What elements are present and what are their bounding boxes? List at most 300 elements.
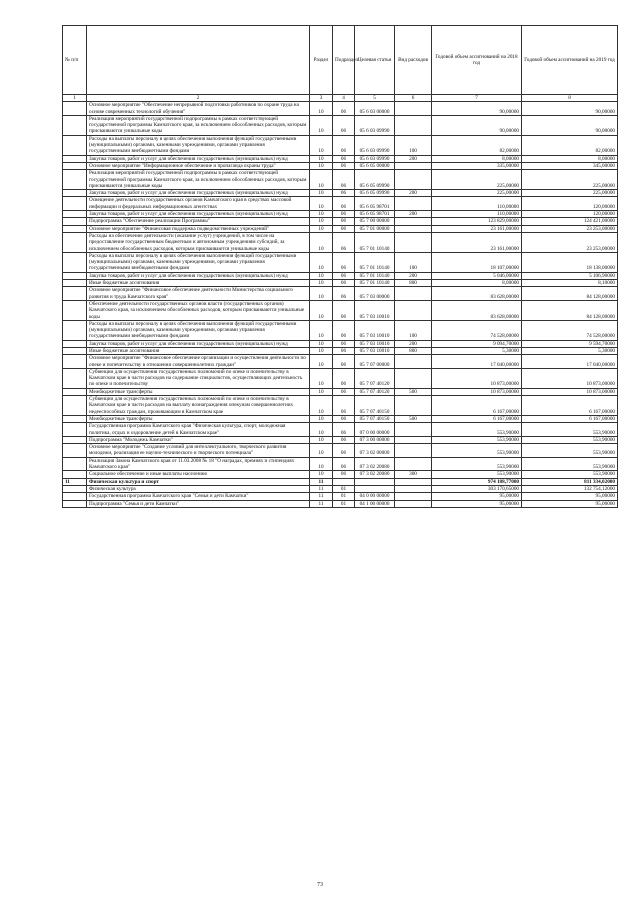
row-amount-2019: 10 873,00000	[522, 368, 618, 388]
row-subsection: 01	[333, 485, 355, 492]
row-subsection: 06	[333, 280, 355, 287]
row-num	[63, 115, 87, 135]
row-exptype	[395, 423, 432, 437]
header-num: № п/п	[63, 26, 87, 95]
row-target: 05 7 01 10140	[355, 272, 395, 279]
table-row	[63, 300, 618, 320]
row-target: 05 6 05 00000	[355, 162, 395, 169]
table-row	[63, 436, 618, 443]
row-target: 05 7 07 40150	[355, 415, 395, 422]
row-target: 05 6 05 98701	[355, 197, 395, 211]
row-subsection: 06	[333, 232, 355, 252]
row-subsection: 06	[333, 115, 355, 135]
row-section: 10	[310, 218, 333, 225]
row-target: 05 6 03 09990	[355, 155, 395, 162]
table-row	[63, 355, 618, 369]
row-amount-2018: 553,90000	[432, 457, 522, 471]
row-exptype	[395, 396, 432, 416]
row-amount-2019: 9 594,70000	[522, 340, 618, 347]
row-name: Расходы на выплаты персоналу в целях обеспечения выполнения функций государственными (муниципальными) органами, казенными учреждениями, органами управления государственными внебюджетными фондами	[87, 252, 310, 272]
table-row	[63, 272, 618, 279]
row-num	[63, 347, 87, 354]
row-exptype: 200	[395, 211, 432, 218]
table-row	[63, 155, 618, 162]
budget-document	[62, 25, 617, 508]
row-subsection: 06	[333, 272, 355, 279]
row-name: Основное мероприятие "Финансовое обеспечение организации и осуществления деятельности по опеке и попечительству в отношении совершеннолетних граждан"	[87, 355, 310, 369]
header-2018: Годовой объем ассигнований на 2018 год	[432, 26, 522, 95]
column-number-row	[63, 95, 618, 102]
table-row	[63, 287, 618, 301]
row-amount-2018: 23 161,00000	[432, 225, 522, 232]
row-amount-2019: 553,90000	[522, 423, 618, 437]
row-section: 10	[310, 396, 333, 416]
colnum-7: 7	[432, 95, 522, 102]
table-row	[63, 280, 618, 287]
row-section: 10	[310, 272, 333, 279]
row-amount-2019: 553,90000	[522, 436, 618, 443]
row-section: 11	[310, 500, 333, 507]
row-amount-2019: 95,00000	[522, 500, 618, 507]
row-num	[63, 135, 87, 155]
row-amount-2019: 82,00000	[522, 135, 618, 155]
row-num	[63, 500, 87, 507]
row-target: 07 3 02 20080	[355, 471, 395, 478]
row-amount-2018: 18 107,00000	[432, 252, 522, 272]
row-amount-2019: 225,00000	[522, 190, 618, 197]
row-subsection: 06	[333, 287, 355, 301]
colnum-8: 8	[522, 95, 618, 102]
row-target: 05 6 05 09990	[355, 190, 395, 197]
row-target: 04 1 00 00000	[355, 500, 395, 507]
row-amount-2018: 110,00000	[432, 197, 522, 211]
row-subsection	[333, 478, 355, 485]
row-name: Социальное обеспечение и иные выплаты населению	[87, 471, 310, 478]
row-amount-2018: 553,90000	[432, 471, 522, 478]
row-section: 10	[310, 471, 333, 478]
table-row	[63, 388, 618, 395]
row-name: Обеспечение деятельности государственных органов власти (государственных органов) Камчатского края, за исключением обособленных расходов, которым присваиваются уникальные коды	[87, 300, 310, 320]
table-row	[63, 102, 618, 116]
row-section: 10	[310, 162, 333, 169]
row-exptype: 800	[395, 347, 432, 354]
row-name: Закупка товаров, работ и услуг для обеспечения государственных (муниципальных) нужд	[87, 272, 310, 279]
row-amount-2018: 83 628,00000	[432, 287, 522, 301]
row-target: 05 6 05 09990	[355, 170, 395, 190]
row-amount-2018: 83 628,00000	[432, 300, 522, 320]
row-exptype: 300	[395, 471, 432, 478]
row-amount-2018: 10 873,00000	[432, 388, 522, 395]
row-amount-2018: 90,00000	[432, 115, 522, 135]
row-amount-2018: 17 040,00000	[432, 355, 522, 369]
row-exptype	[395, 300, 432, 320]
row-section: 10	[310, 280, 333, 287]
row-section: 10	[310, 423, 333, 437]
row-section: 10	[310, 436, 333, 443]
row-num: 11	[63, 478, 87, 485]
table-row	[63, 218, 618, 225]
row-section: 11	[310, 493, 333, 500]
row-target: 05 7 07 00000	[355, 355, 395, 369]
table-row	[63, 415, 618, 422]
row-target: 05 7 01 10140	[355, 232, 395, 252]
row-exptype: 800	[395, 280, 432, 287]
row-section: 10	[310, 135, 333, 155]
row-exptype: 200	[395, 190, 432, 197]
row-exptype	[395, 444, 432, 458]
row-num	[63, 252, 87, 272]
row-subsection: 06	[333, 320, 355, 340]
row-section: 11	[310, 485, 333, 492]
row-subsection: 06	[333, 444, 355, 458]
row-name: Подпрограмма "Обеспечение реализации Программы"	[87, 218, 310, 225]
row-amount-2018: 110,00000	[432, 211, 522, 218]
row-name: Освещение деятельности государственных органов Камчатского края в средствах массовой информации и федеральных информационных агентствах	[87, 197, 310, 211]
table-row	[63, 232, 618, 252]
row-num	[63, 355, 87, 369]
row-name: Расходы на выплаты персоналу в целях обеспечения выполнения функций государственными (муниципальными) органами, казенными учреждениями, органами управления государственными внебюджетными фондами	[87, 320, 310, 340]
row-num	[63, 211, 87, 218]
row-exptype: 200	[395, 272, 432, 279]
row-exptype	[395, 232, 432, 252]
header-section: Раздел	[310, 26, 333, 95]
row-name: Реализация мероприятий государственной подпрограммы в рамках соответствующей государственной программы Камчатского края, за исключением обособленных расходов, которым присваиваются уникальные коды	[87, 115, 310, 135]
row-section: 10	[310, 232, 333, 252]
row-section: 10	[310, 300, 333, 320]
row-amount-2018: 553,90000	[432, 436, 522, 443]
row-amount-2018: 225,00000	[432, 190, 522, 197]
row-amount-2019: 8,00000	[522, 155, 618, 162]
table-row	[63, 197, 618, 211]
table-row	[63, 444, 618, 458]
row-num	[63, 444, 87, 458]
row-num	[63, 423, 87, 437]
row-name: Межбюджетные трансферты	[87, 415, 310, 422]
header-row	[63, 26, 618, 95]
budget-table	[62, 25, 618, 508]
colnum-6: 6	[395, 95, 432, 102]
row-subsection: 06	[333, 368, 355, 388]
row-num	[63, 457, 87, 471]
header-name	[87, 26, 310, 95]
header-exptype: Вид расходов	[395, 26, 432, 95]
row-amount-2018: 553,90000	[432, 444, 522, 458]
row-num	[63, 415, 87, 422]
row-num	[63, 436, 87, 443]
colnum-3: 3	[310, 95, 333, 102]
row-amount-2019: 811 334,02000	[522, 478, 618, 485]
table-body	[63, 102, 618, 508]
row-amount-2018: 123 829,00000	[432, 218, 522, 225]
row-name: Основное мероприятие "Обеспечение непрерывной подготовки работников по охране труда на основе современных технологий обучения"	[87, 102, 310, 116]
table-row	[63, 423, 618, 437]
row-amount-2019: 225,00000	[522, 170, 618, 190]
row-exptype: 100	[395, 252, 432, 272]
row-num	[63, 396, 87, 416]
row-amount-2019: 6 167,00000	[522, 396, 618, 416]
colnum-1: 1	[63, 95, 87, 102]
row-target: 05 6 03 00000	[355, 102, 395, 116]
row-section: 10	[310, 115, 333, 135]
row-num	[63, 232, 87, 252]
row-subsection: 06	[333, 423, 355, 437]
row-amount-2019: 17 040,00000	[522, 355, 618, 369]
row-section: 10	[310, 170, 333, 190]
row-amount-2018: 9 094,70000	[432, 340, 522, 347]
row-amount-2018: 82,00000	[432, 135, 522, 155]
row-amount-2018: 23 161,00000	[432, 232, 522, 252]
row-num	[63, 225, 87, 232]
row-subsection: 06	[333, 102, 355, 116]
row-exptype	[395, 485, 432, 492]
row-target: 05 6 03 09990	[355, 135, 395, 155]
row-exptype	[395, 102, 432, 116]
row-name: Закупка товаров, работ и услуг для обеспечения государственных (муниципальных) нужд	[87, 211, 310, 218]
row-section: 10	[310, 340, 333, 347]
row-section: 10	[310, 444, 333, 458]
row-amount-2019: 8,10000	[522, 280, 618, 287]
table-row	[63, 493, 618, 500]
row-section: 10	[310, 252, 333, 272]
row-target: 07 3 00 00000	[355, 436, 395, 443]
row-subsection: 06	[333, 225, 355, 232]
row-num	[63, 272, 87, 279]
row-num	[63, 471, 87, 478]
table-row	[63, 252, 618, 272]
row-target: 05 7 03 10010	[355, 300, 395, 320]
row-name: Иные бюджетные ассигнования	[87, 280, 310, 287]
row-subsection: 06	[333, 340, 355, 347]
row-exptype	[395, 197, 432, 211]
row-name: Реализация мероприятий государственной подпрограммы в рамках соответствующей государственной программы Камчатского края, за исключением обособленных расходов, которым присваиваются уникальные коды	[87, 170, 310, 190]
row-amount-2018: 5 046,00000	[432, 272, 522, 279]
row-subsection: 06	[333, 396, 355, 416]
colnum-4: 4	[333, 95, 355, 102]
table-row	[63, 115, 618, 135]
row-amount-2018: 553,90000	[432, 423, 522, 437]
row-section: 11	[310, 478, 333, 485]
row-num	[63, 493, 87, 500]
row-num	[63, 155, 87, 162]
row-target: 07 0 00 00000	[355, 423, 395, 437]
row-target	[355, 485, 395, 492]
row-num	[63, 190, 87, 197]
row-num	[63, 170, 87, 190]
row-target: 05 7 01 00000	[355, 225, 395, 232]
row-exptype	[395, 287, 432, 301]
row-section: 10	[310, 355, 333, 369]
row-subsection: 06	[333, 197, 355, 211]
table-row	[63, 320, 618, 340]
row-section: 10	[310, 388, 333, 395]
row-num	[63, 162, 87, 169]
row-exptype	[395, 225, 432, 232]
row-name: Межбюджетные трансферты	[87, 388, 310, 395]
row-amount-2019: 5,30000	[522, 347, 618, 354]
row-amount-2019: 120,00000	[522, 211, 618, 218]
row-amount-2019: 84 128,00000	[522, 287, 618, 301]
row-name: Основное мероприятие "Финансовое обеспечение деятельности Министерства социального развития и труда Камчатского края"	[87, 287, 310, 301]
row-target: 05 6 03 09990	[355, 115, 395, 135]
row-exptype: 500	[395, 388, 432, 395]
row-target: 07 3 02 20080	[355, 457, 395, 471]
row-name: Государственная программа Камчатского края "Физическая культура, спорт, молодежная политика, отдых и оздоровление детей в Камчатском крае"	[87, 423, 310, 437]
row-exptype	[395, 218, 432, 225]
table-row	[63, 225, 618, 232]
row-amount-2019: 553,90000	[522, 471, 618, 478]
row-target: 05 7 03 10010	[355, 320, 395, 340]
row-amount-2018: 974 188,77000	[432, 478, 522, 485]
row-section: 10	[310, 415, 333, 422]
row-section: 10	[310, 457, 333, 471]
row-exptype: 500	[395, 415, 432, 422]
row-target: 05 7 07 40120	[355, 388, 395, 395]
row-exptype	[395, 436, 432, 443]
row-subsection: 06	[333, 135, 355, 155]
table-row	[63, 485, 618, 492]
header-target: Целевая статья	[355, 26, 395, 95]
row-num	[63, 102, 87, 116]
row-name: Государственная программа Камчатского края "Семья и дети Камчатки"	[87, 493, 310, 500]
table-row	[63, 211, 618, 218]
table-row	[63, 170, 618, 190]
table-row	[63, 396, 618, 416]
row-target: 05 7 01 10140	[355, 252, 395, 272]
row-name: Расходы на обеспечение деятельности (оказание услуг) учреждений, в том числе на предоставление государственным бюджетным и автономным учреждениям субсидий, за исключением обособленных расходов, которым присваиваются уникальные коды	[87, 232, 310, 252]
row-target: 04 0 00 00000	[355, 493, 395, 500]
row-amount-2018: 95,00000	[432, 500, 522, 507]
row-amount-2019: 90,00000	[522, 115, 618, 135]
row-name: Закупка товаров, работ и услуг для обеспечения государственных (муниципальных) нужд	[87, 155, 310, 162]
row-section: 10	[310, 190, 333, 197]
row-exptype	[395, 368, 432, 388]
row-subsection: 06	[333, 155, 355, 162]
row-amount-2018: 74 528,00000	[432, 320, 522, 340]
row-subsection: 06	[333, 170, 355, 190]
header-2019: Годовой объем ассигнований на 2019 год	[522, 26, 618, 95]
row-target: 05 7 03 10010	[355, 347, 395, 354]
row-amount-2019: 6 167,00000	[522, 415, 618, 422]
row-subsection: 06	[333, 471, 355, 478]
row-subsection: 06	[333, 190, 355, 197]
row-amount-2018: 8,00000	[432, 280, 522, 287]
row-name: Реализация Закона Камчатского края от 11.03.2008 № 18 "О наградах, премиях и стипендиях Камчатского края"	[87, 457, 310, 471]
row-num	[63, 340, 87, 347]
row-subsection: 06	[333, 218, 355, 225]
row-section: 10	[310, 155, 333, 162]
row-section: 10	[310, 320, 333, 340]
row-amount-2018: 5,30000	[432, 347, 522, 354]
page-number: 73	[317, 882, 323, 888]
row-name: Физическая культура	[87, 485, 310, 492]
row-name: Закупка товаров, работ и услуг для обеспечения государственных (муниципальных) нужд	[87, 340, 310, 347]
row-target: 05 7 01 10140	[355, 280, 395, 287]
row-subsection: 06	[333, 457, 355, 471]
row-num	[63, 300, 87, 320]
row-target: 05 7 07 40150	[355, 396, 395, 416]
row-subsection: 06	[333, 211, 355, 218]
row-amount-2018: 303 170,65000	[432, 485, 522, 492]
row-name: Субвенции для осуществления государственных полномочий по опеке и попечительству в Камчатском крае в части расходов на содержание специалистов, осуществляющих деятельность по опеке и попечительству	[87, 368, 310, 388]
table-row	[63, 471, 618, 478]
table-row	[63, 190, 618, 197]
row-amount-2018: 10 873,00000	[432, 368, 522, 388]
table-row	[63, 347, 618, 354]
table-row	[63, 368, 618, 388]
row-name: Подпрограмма "Семья и дети Камчатки"	[87, 500, 310, 507]
row-amount-2019: 74 528,00000	[522, 320, 618, 340]
row-num	[63, 287, 87, 301]
row-exptype	[395, 500, 432, 507]
row-target: 07 3 02 00000	[355, 444, 395, 458]
row-amount-2019: 132 754,12000	[522, 485, 618, 492]
row-subsection: 06	[333, 436, 355, 443]
row-name: Подпрограмма "Молодежь Камчатки"	[87, 436, 310, 443]
row-name: Закупка товаров, работ и услуг для обеспечения государственных (муниципальных) нужд	[87, 190, 310, 197]
row-target: 05 7 00 00000	[355, 218, 395, 225]
colnum-5: 5	[355, 95, 395, 102]
row-section: 10	[310, 197, 333, 211]
row-target	[355, 478, 395, 485]
row-num	[63, 218, 87, 225]
row-target: 05 7 03 00000	[355, 287, 395, 301]
row-amount-2018: 8,00000	[432, 155, 522, 162]
header-subsection: Подраздел	[333, 26, 355, 95]
colnum-2: 2	[87, 95, 310, 102]
row-amount-2019: 553,90000	[522, 444, 618, 458]
row-exptype: 200	[395, 155, 432, 162]
row-subsection: 01	[333, 500, 355, 507]
row-amount-2019: 120,00000	[522, 197, 618, 211]
row-exptype	[395, 478, 432, 485]
row-amount-2018: 90,00000	[432, 102, 522, 116]
row-amount-2018: 335,00000	[432, 162, 522, 169]
row-exptype: 100	[395, 320, 432, 340]
row-exptype	[395, 493, 432, 500]
table-row	[63, 457, 618, 471]
row-amount-2019: 23 253,00000	[522, 232, 618, 252]
row-amount-2018: 225,00000	[432, 170, 522, 190]
table-row	[63, 500, 618, 507]
row-exptype	[395, 115, 432, 135]
row-name: Иные бюджетные ассигнования	[87, 347, 310, 354]
row-subsection: 06	[333, 252, 355, 272]
row-name: Основное мероприятие "Создание условий для интеллектуального, творческого развития молодежи, реализация ее научно-технического и творческого потенциала"	[87, 444, 310, 458]
row-num	[63, 320, 87, 340]
row-amount-2019: 345,00000	[522, 162, 618, 169]
table-row	[63, 340, 618, 347]
row-exptype: 100	[395, 135, 432, 155]
row-subsection: 06	[333, 415, 355, 422]
row-num	[63, 368, 87, 388]
row-section: 10	[310, 368, 333, 388]
row-num	[63, 388, 87, 395]
row-amount-2019: 10 873,00000	[522, 388, 618, 395]
row-section: 10	[310, 211, 333, 218]
row-section: 10	[310, 287, 333, 301]
table-row	[63, 478, 618, 485]
row-exptype: 200	[395, 340, 432, 347]
row-amount-2018: 6 167,00000	[432, 396, 522, 416]
row-num	[63, 280, 87, 287]
row-name: Основное мероприятие "Информационное обеспечение и пропаганда охраны труда"	[87, 162, 310, 169]
row-subsection: 06	[333, 388, 355, 395]
row-subsection: 06	[333, 347, 355, 354]
row-exptype	[395, 162, 432, 169]
row-num	[63, 485, 87, 492]
row-name: Физическая культура и спорт	[87, 478, 310, 485]
row-exptype	[395, 355, 432, 369]
